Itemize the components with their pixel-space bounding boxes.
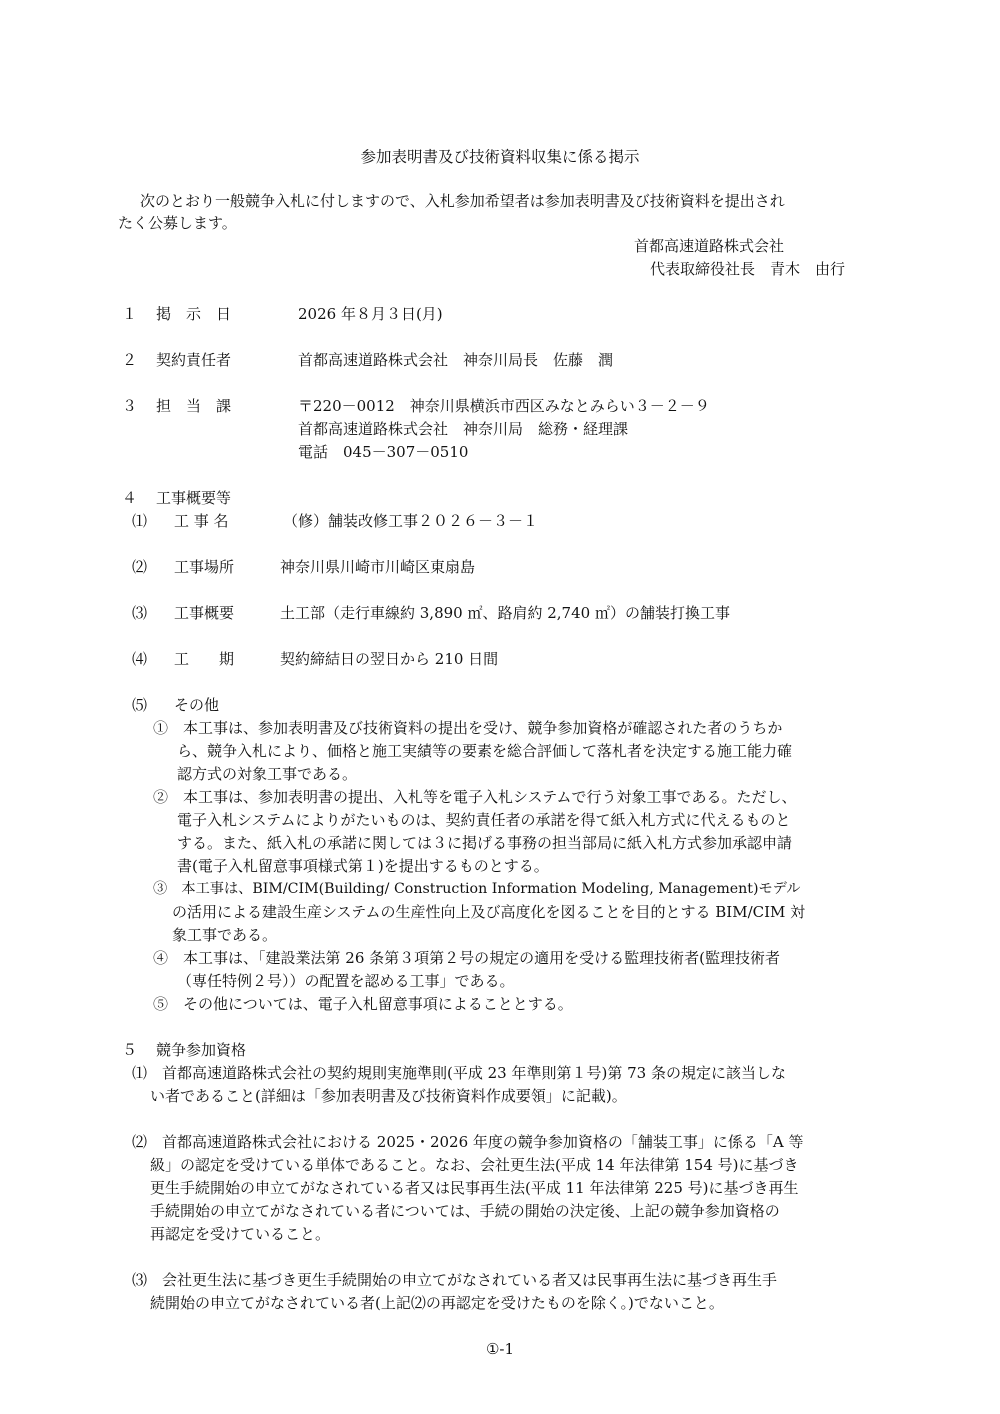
intro-line-2: たく公募します。: [118, 214, 237, 232]
issuer-company: 首都高速道路株式会社: [634, 237, 785, 255]
item-2-value: 神奈川県川崎市川崎区東扇島: [280, 558, 476, 576]
item-4-label: 工 期: [174, 650, 235, 668]
item-4-value: 契約締結日の翌日から 210 日間: [280, 650, 499, 668]
qual-1-line-1: ⑴ 首都高速道路株式会社の契約規則実施準則(平成 23 年準則第１号)第 73 条の規定に該当しな: [132, 1064, 786, 1082]
note-4-line-1: ④ 本工事は、「建設業法第 26 条第３項第２号の規定の適用を受ける監理技術者(監理技術者: [153, 949, 780, 967]
item-1-label: 工 事 名: [174, 512, 229, 530]
note-1-line-1: ① 本工事は、参加表明書及び技術資料の提出を受け、競争参加資格が確認された者のうちか: [153, 719, 783, 737]
note-1-line-3: 認方式の対象工事である。: [177, 765, 358, 783]
section-3-address: 〒220－0012 神奈川県横浜市西区みなとみらい３－２－９: [298, 397, 710, 415]
section-3-number: ３: [122, 397, 138, 415]
note-2-line-4: 書(電子入札留意事項様式第１)を提出するものとする。: [177, 857, 549, 875]
qual-3-line-1: ⑶ 会社更生法に基づき更生手続開始の申立てがなされている者又は民事再生法に基づき再生手: [132, 1271, 778, 1289]
section-3-label: 担 当 課: [156, 397, 232, 415]
item-3-label: 工事概要: [174, 604, 235, 622]
qual-2-line-3: 更生手続開始の申立てがなされている者又は民事再生法(平成 11 年法律第 225 号)に基づき再生: [150, 1179, 799, 1197]
page-title: 参加表明書及び技術資料収集に係る掲示: [360, 148, 640, 166]
section-3-phone: 電話 045－307－0510: [298, 443, 469, 461]
item-2-number: ⑵: [132, 558, 148, 576]
qual-2-line-1: ⑵ 首都高速道路株式会社における 2025・2026 年度の競争参加資格の「舗装工事」に係る「A 等: [132, 1133, 804, 1151]
item-1-value: （修）舗装改修工事２０２６－３－１: [283, 512, 539, 530]
note-2-line-3: する。また、紙入札の承諾に関しては３に掲げる事務の担当部局に紙入札方式参加承認申請: [177, 834, 793, 852]
note-3-line-3: 象工事である。: [172, 926, 278, 944]
item-3-value: 土工部（走行車線約 3,890 ㎡、路肩約 2,740 ㎡）の舗装打換工事: [280, 604, 730, 622]
item-5-number: ⑸: [132, 696, 148, 714]
section-1-number: １: [122, 305, 138, 323]
page-number: ①-1: [485, 1340, 515, 1358]
issuer-representative: 代表取締役社長 青木 由行: [650, 260, 846, 278]
section-5-number: ５: [122, 1041, 138, 1059]
section-4-number: ４: [122, 489, 138, 507]
item-2-label: 工事場所: [174, 558, 235, 576]
section-3-office: 首都高速道路株式会社 神奈川局 総務・経理課: [298, 420, 629, 438]
note-1-line-2: ら、競争入札により、価格と施工実績等の要素を総合評価して落札者を決定する施工能力確: [177, 742, 793, 760]
item-3-number: ⑶: [132, 604, 148, 622]
qual-2-line-5: 再認定を受けていること。: [150, 1225, 331, 1243]
note-3-line-1: ③ 本工事は、BIM/CIM(Building/ Construction Information Modeling, Management)モデル: [153, 881, 801, 897]
section-5-heading: 競争参加資格: [156, 1041, 247, 1059]
note-2-line-2: 電子入札システムによりがたいものは、契約責任者の承諾を得て紙入札方式に代えるものと: [177, 811, 791, 829]
note-5-line-1: ⑤ その他については、電子入札留意事項によることとする。: [153, 995, 573, 1013]
section-4-heading: 工事概要等: [156, 489, 232, 507]
qual-2-line-2: 級」の認定を受けている単体であること。なお、会社更生法(平成 14 年法律第 154 号)に基づき: [150, 1156, 799, 1174]
qual-2-line-4: 手続開始の申立てがなされている者については、手続の開始の決定後、上記の競争参加資格の: [150, 1202, 780, 1220]
note-2-line-1: ② 本工事は、参加表明書の提出、入札等を電子入札システムで行う対象工事である。ただし、: [153, 788, 797, 806]
section-2-value: 首都高速道路株式会社 神奈川局長 佐藤 潤: [298, 351, 614, 369]
item-4-number: ⑷: [132, 650, 148, 668]
section-1-value: 2026 年８月３日(月): [298, 305, 443, 323]
item-5-label: その他: [174, 696, 220, 714]
section-2-number: ２: [122, 351, 138, 369]
note-3-line-2: の活用による建設生産システムの生産性向上及び高度化を図ることを目的とする BIM/CIM 対: [172, 903, 806, 921]
note-4-line-2: （専任特例２号））の配置を認める工事」である。: [177, 972, 515, 990]
item-1-number: ⑴: [132, 512, 148, 530]
intro-line-1: 次のとおり一般競争入札に付しますので、入札参加希望者は参加表明書及び技術資料を提出され: [140, 192, 785, 210]
section-1-label: 掲 示 日: [156, 305, 232, 323]
qual-3-line-2: 続開始の申立てがなされている者(上記⑵の再認定を受けたものを除く。)でないこと。: [150, 1294, 724, 1312]
qual-1-line-2: い者であること(詳細は「参加表明書及び技術資料作成要領」に記載)。: [150, 1087, 627, 1105]
section-2-label: 契約責任者: [156, 351, 232, 369]
